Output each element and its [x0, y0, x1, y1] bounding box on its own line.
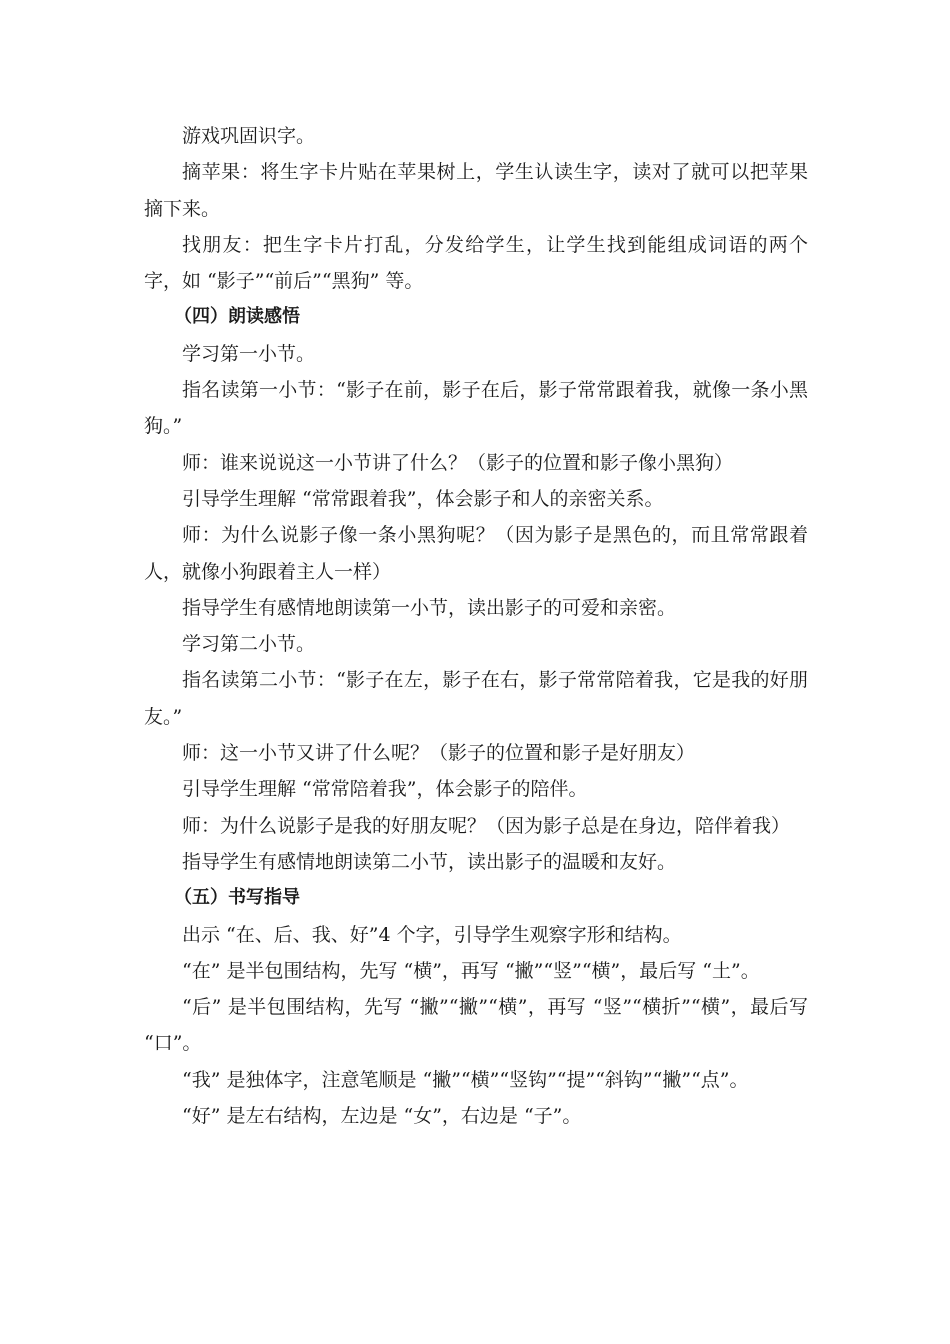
- paragraph: 指导学生有感情地朗读第二小节，读出影子的温暖和友好。: [182, 850, 677, 873]
- section-heading: （四）朗读感悟: [174, 306, 300, 328]
- section-heading: （五）书写指导: [174, 887, 300, 909]
- paragraph: 引导学生理解 “常常陪着我”，体会影子的陪伴。: [182, 778, 588, 801]
- paragraph: 学习第二小节。: [182, 633, 316, 656]
- paragraph: 引导学生理解 “常常跟着我”，体会影子和人的亲密关系。: [182, 487, 664, 510]
- paragraph: 指名读第二小节：“影子在左，影子在右，影子常常陪着我，它是我的好朋友。”: [144, 669, 808, 728]
- paragraph: “我” 是独体字，注意笔顺是 “撇”“横”“竖钩”“提”“斜钩”“撇”“点”。: [182, 1068, 749, 1091]
- paragraph: “在” 是半包围结构，先写 “横”，再写 “撇”“竖”“横”，最后写 “土”。: [182, 959, 760, 982]
- paragraph: 师：为什么说影子是我的好朋友呢？（因为影子总是在身边，陪伴着我）: [182, 814, 791, 837]
- paragraph: 学习第一小节。: [182, 342, 316, 365]
- paragraph: 摘苹果：将生字卡片贴在苹果树上，学生认读生字，读对了就可以把苹果摘下来。: [144, 161, 808, 220]
- paragraph: 找朋友：把生字卡片打乱，分发给学生，让学生找到能组成词语的两个字，如 “影子”“前后”“黑狗” 等。: [144, 233, 808, 293]
- paragraph: “后” 是半包围结构，先写 “撇”“撇”“横”，再写 “竖”“横折”“横”，最后写 “口”。: [144, 996, 808, 1055]
- paragraph: 师：这一小节又讲了什么呢？（影子的位置和影子是好朋友）: [182, 742, 696, 765]
- paragraph: 指导学生有感情地朗读第一小节，读出影子的可爱和亲密。: [182, 596, 677, 619]
- paragraph: 师：为什么说影子像一条小黑狗呢？（因为影子是黑色的，而且常常跟着人，就像小狗跟着主人一样）: [144, 524, 808, 583]
- document-page: [144, 118, 808, 1134]
- paragraph: “好” 是左右结构，左边是 “女”，右边是 “子”。: [182, 1105, 582, 1128]
- paragraph: 师：谁来说说这一小节讲了什么？（影子的位置和影子像小黑狗）: [182, 451, 734, 474]
- paragraph: 指名读第一小节：“影子在前，影子在后，影子常常跟着我，就像一条小黑狗。”: [144, 379, 808, 438]
- paragraph: 出示 “在、后、我、好”4 个字，引导学生观察字形和结构。: [182, 923, 682, 946]
- paragraph: 游戏巩固识字。: [182, 125, 316, 147]
